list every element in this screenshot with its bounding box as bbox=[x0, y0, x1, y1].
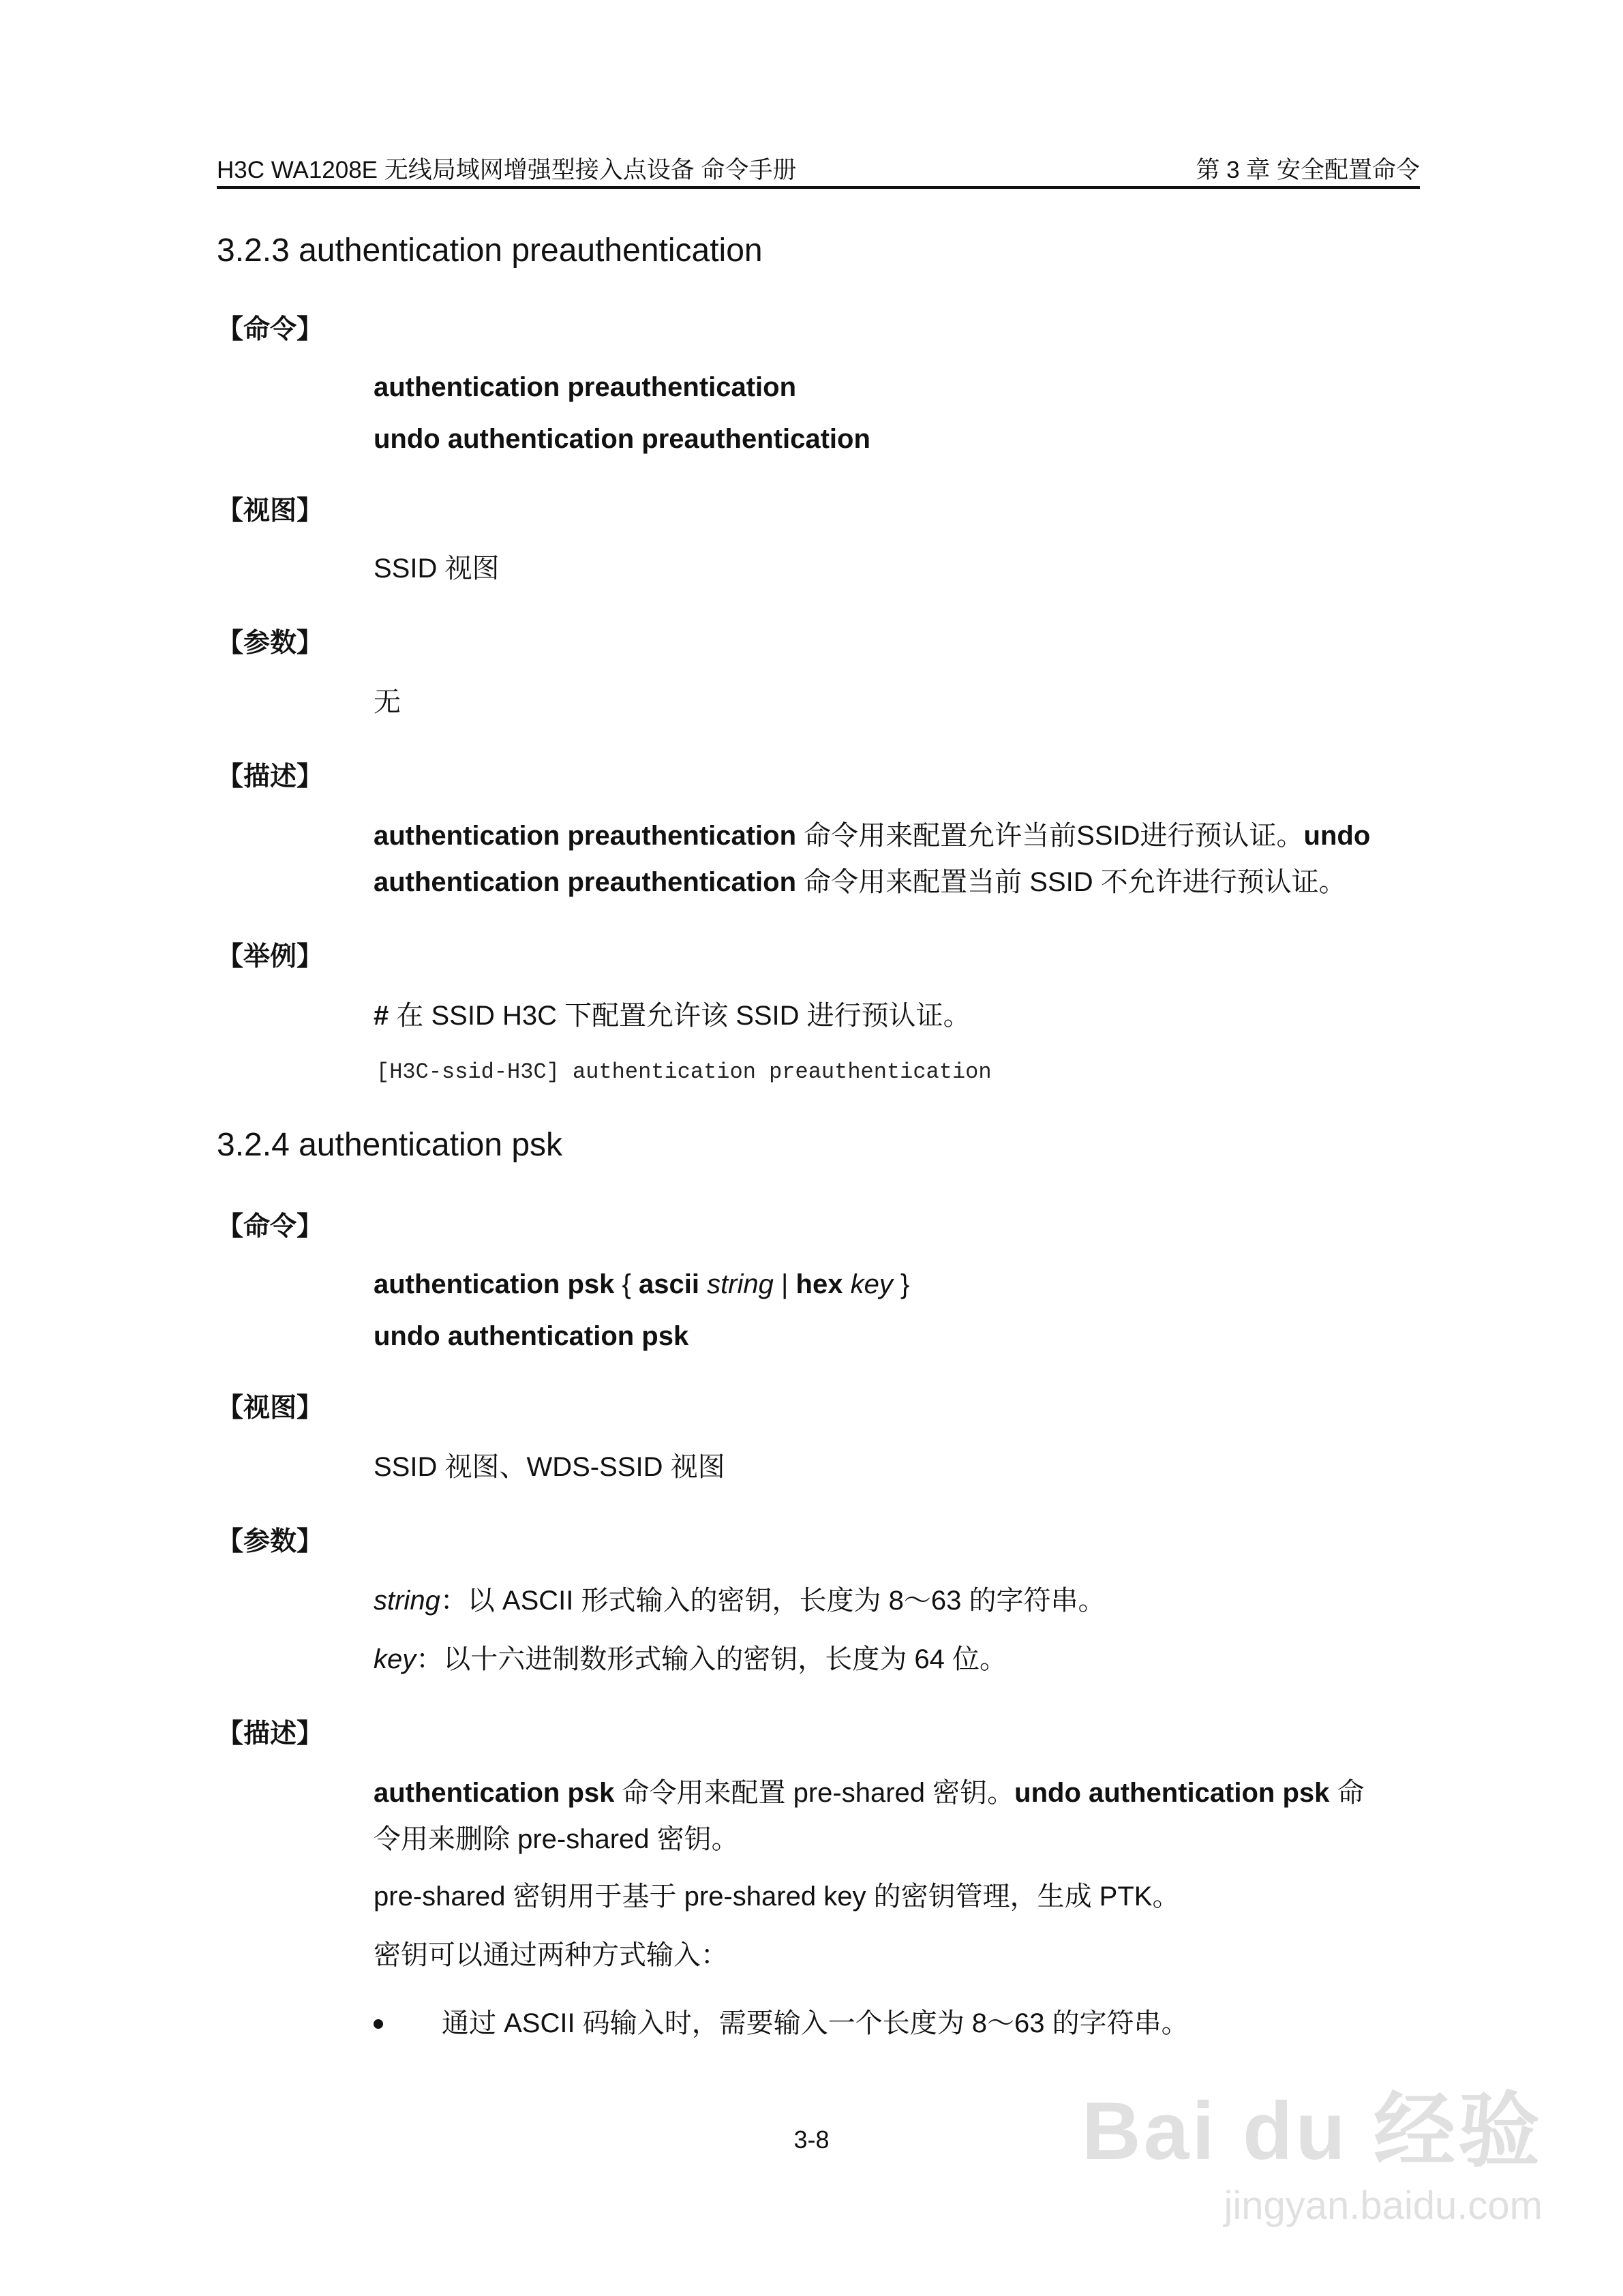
command-line bbox=[374, 1261, 909, 1308]
example-hash: # bbox=[374, 1001, 389, 1031]
command-brace: { bbox=[614, 1269, 639, 1299]
param-line bbox=[374, 1577, 1105, 1624]
description-bold: undo bbox=[1303, 821, 1371, 851]
watermark-logo bbox=[1082, 2066, 1543, 2229]
command-keyword: hex bbox=[795, 1269, 843, 1299]
params-label: 【参数】 bbox=[217, 629, 324, 658]
description-text: 命令用来配置允许当前SSID进行预认证。 bbox=[796, 821, 1304, 851]
example-text: 在 SSID H3C 下配置允许该 SSID 进行预认证。 bbox=[389, 1001, 971, 1031]
params-text: 无 bbox=[374, 687, 401, 717]
description-text: 命 bbox=[1329, 1778, 1365, 1808]
param-name: string bbox=[374, 1586, 440, 1616]
command-label: 【命令】 bbox=[217, 315, 324, 344]
param-name: key bbox=[374, 1644, 416, 1674]
params-label: 【参数】 bbox=[217, 1527, 324, 1556]
view-label: 【视图】 bbox=[217, 496, 324, 526]
description-line: pre-shared 密钥用于基于 pre-shared key 的密钥管理，生成 PTK。 bbox=[374, 1882, 1180, 1912]
description-text: 命令用来配置当前 SSID 不允许进行预认证。 bbox=[796, 867, 1346, 897]
section-heading: 3.2.4 authentication psk bbox=[217, 1127, 563, 1163]
section-heading: 3.2.3 authentication preauthentication bbox=[217, 232, 763, 269]
command-brace: } bbox=[892, 1269, 910, 1299]
command-argument: key bbox=[843, 1269, 893, 1299]
command-keyword: authentication psk bbox=[374, 1269, 615, 1299]
param-text: ：以 ASCII 形式输入的密钥，长度为 8～63 的字符串。 bbox=[440, 1586, 1106, 1616]
header-chapter: 第 3 章 安全配置命令 bbox=[1196, 157, 1420, 183]
example-code: [H3C-ssid-H3C] authentication preauthentication bbox=[376, 1059, 992, 1085]
watermark-brand: Bai du 经验 bbox=[1081, 2085, 1543, 2177]
description-line: 令用来删除 pre-shared 密钥。 bbox=[374, 1824, 739, 1854]
bullet-icon bbox=[374, 2019, 383, 2029]
view-text: SSID 视图、WDS-SSID 视图 bbox=[374, 1452, 725, 1482]
description-label: 【描述】 bbox=[217, 762, 324, 791]
command-keyword: ascii bbox=[638, 1269, 699, 1299]
command-argument: string bbox=[699, 1269, 774, 1299]
example-label: 【举例】 bbox=[217, 942, 324, 971]
command-pipe: | bbox=[773, 1269, 796, 1299]
description-text: 命令用来配置 pre-shared 密钥。 bbox=[614, 1778, 1015, 1808]
description-line bbox=[374, 859, 1346, 905]
description-line: 密钥可以通过两种方式输入： bbox=[374, 1940, 728, 1970]
command-line: undo authentication preauthentication bbox=[374, 424, 870, 454]
description-line bbox=[374, 813, 1370, 859]
header-rule bbox=[217, 186, 1420, 189]
description-bold: authentication psk bbox=[374, 1778, 615, 1808]
command-label: 【命令】 bbox=[217, 1212, 324, 1241]
description-label: 【描述】 bbox=[217, 1719, 324, 1749]
view-label: 【视图】 bbox=[217, 1393, 324, 1423]
page-number: 3-8 bbox=[793, 2126, 830, 2154]
description-bold: authentication preauthentication bbox=[374, 821, 797, 851]
example-line bbox=[374, 993, 971, 1039]
description-bold: authentication preauthentication bbox=[374, 867, 797, 897]
param-text: ：以十六进制数形式输入的密钥，长度为 64 位。 bbox=[416, 1644, 1007, 1674]
bullet-item: 通过 ASCII 码输入时，需要输入一个长度为 8～63 的字符串。 bbox=[442, 2008, 1189, 2038]
command-line: undo authentication psk bbox=[374, 1321, 689, 1351]
description-line bbox=[374, 1770, 1365, 1816]
view-text: SSID 视图 bbox=[374, 554, 500, 584]
command-line: authentication preauthentication bbox=[374, 372, 797, 402]
watermark-url: jingyan.baidu.com bbox=[1224, 2184, 1543, 2228]
description-bold: undo authentication psk bbox=[1014, 1778, 1330, 1808]
header-title: H3C WA1208E 无线局域网增强型接入点设备 命令手册 bbox=[217, 157, 797, 183]
param-line bbox=[374, 1636, 1007, 1682]
